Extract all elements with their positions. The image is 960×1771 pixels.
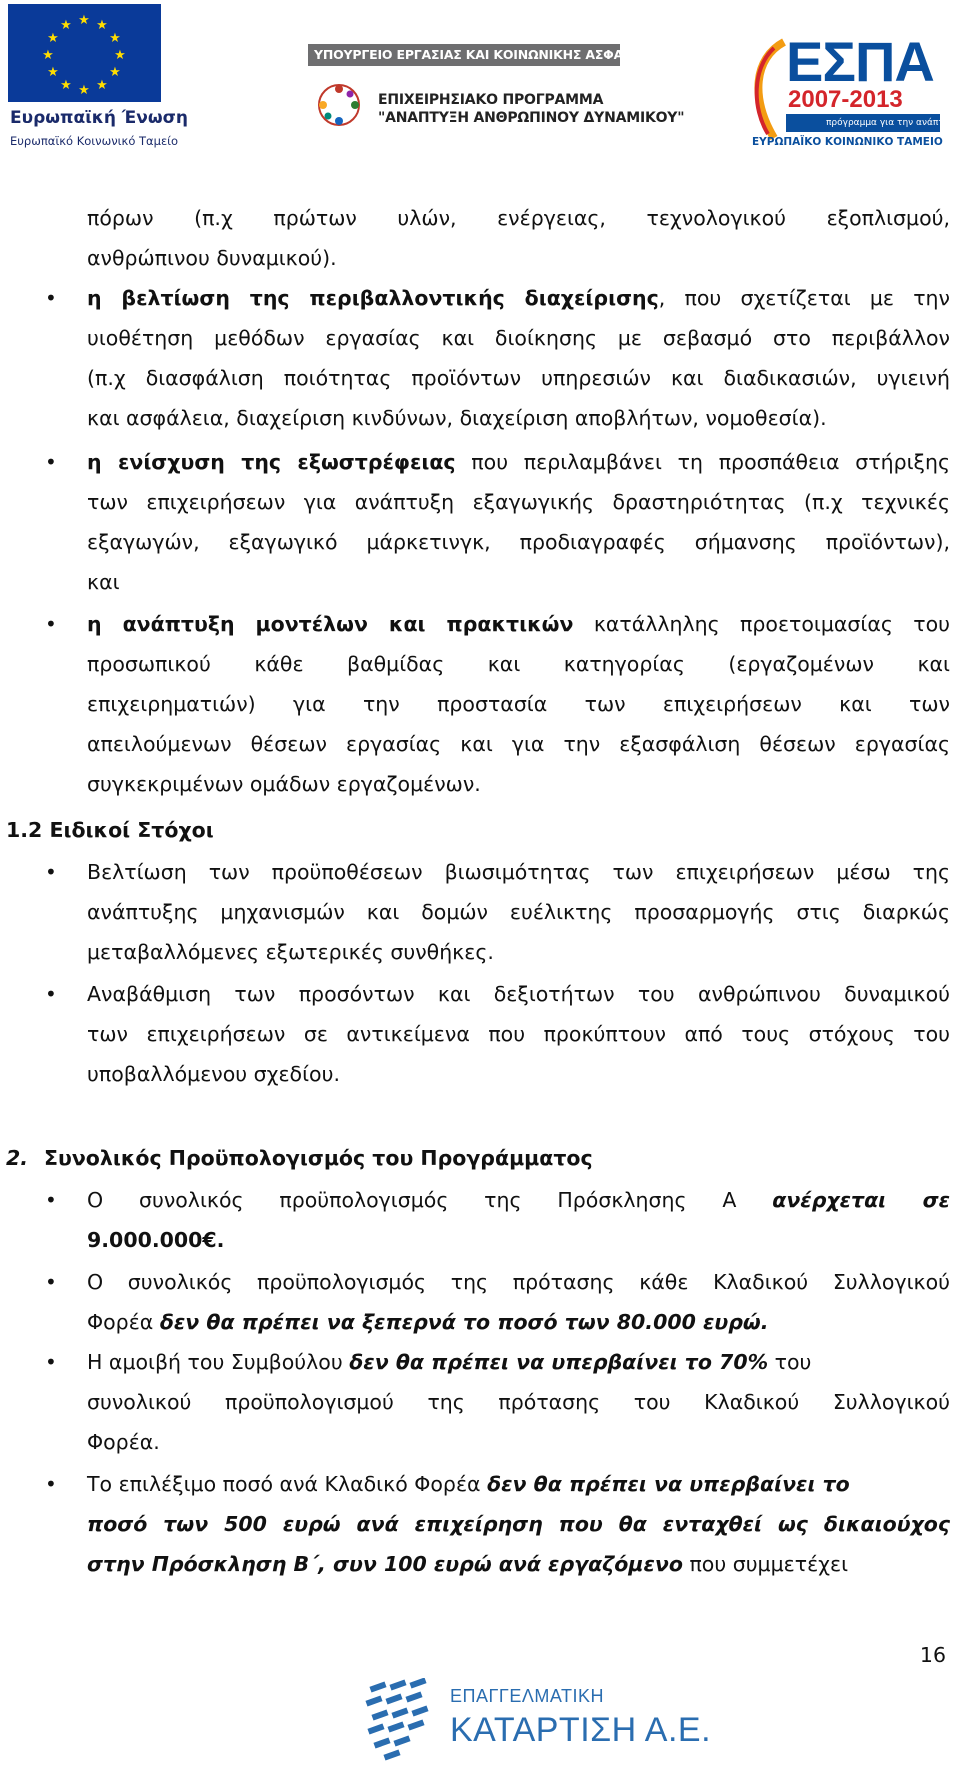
svg-text:★: ★ xyxy=(109,31,121,46)
bullet-icon: • xyxy=(45,1270,57,1294)
svg-text:★: ★ xyxy=(96,18,108,33)
budget-3-line-3: Φορέα. xyxy=(87,1430,160,1454)
bullet-icon: • xyxy=(45,860,57,884)
bullet-export-line-2: των επιχειρήσεων για ανάπτυξη εξαγωγικής δραστηριότητας (π.χ τεχνικές xyxy=(87,490,950,514)
objective-2-line-1: Αναβάθμιση των προσόντων και δεξιοτήτων του ανθρώπινου δυναμικού xyxy=(87,982,950,1006)
page-number: 16 xyxy=(919,1643,946,1667)
bullet-models-line-5: συγκεκριμένων ομάδων εργαζομένων. xyxy=(87,772,481,796)
espa-logo xyxy=(744,30,960,150)
objective-1-line-1: Βελτίωση των προϋποθέσεων βιωσιμότητας των επιχειρήσεων μέσω της xyxy=(87,860,950,884)
section-heading-2: Συνολικός Προϋπολογισμός του Προγράμματος xyxy=(44,1146,593,1170)
ministry-name: ΥΠΟΥΡΓΕΙΟ ΕΡΓΑΣΙΑΣ ΚΑΙ ΚΟΙΝΩΝΙΚΗΣ ΑΣΦΑΛΙΣΗΣ xyxy=(308,44,620,66)
bullet-models-line-4: απειλούμενων θέσεων εργασίας και για την εξασφάλιση θέσεων εργασίας xyxy=(87,732,950,756)
svg-text:★: ★ xyxy=(47,65,59,80)
intro-line-1: πόρων (π.χ πρώτων υλών, ενέργειας, τεχνολογικού εξοπλισμού, xyxy=(87,206,950,230)
eu-logo-fund: Ευρωπαϊκό Κοινωνικό Ταμείο xyxy=(10,134,179,148)
eu-logo-name: Ευρωπαϊκή Ένωση xyxy=(10,108,188,128)
footer-logo-line2: ΚΑΤΑΡΤΙΣΗ Α.Ε. xyxy=(450,1711,712,1749)
svg-text:★: ★ xyxy=(60,78,72,93)
bullet-icon: • xyxy=(45,1188,57,1212)
bullet-icon: • xyxy=(45,982,57,1006)
svg-text:★: ★ xyxy=(78,83,90,98)
program-name-line1: ΕΠΙΧΕΙΡΗΣΙΑΚΟ ΠΡΟΓΡΑΜΜΑ xyxy=(378,92,604,108)
espa-caption: ΕΥΡΩΠΑΪΚΟ ΚΟΙΝΩΝΙΚΟ ΤΑΜΕΙΟ xyxy=(752,136,943,148)
section-heading-1-2: 1.2 Ειδικοί Στόχοι xyxy=(6,818,214,842)
bullet-export-line-3: εξαγωγών, εξαγωγικό μάρκετινγκ, προδιαγραφές σήμανσης προϊόντων), xyxy=(87,530,950,554)
bullet-export-line-4: και xyxy=(87,570,120,594)
budget-4-line-1: Το επιλέξιμο ποσό ανά Κλαδικό Φορέα δεν θα πρέπει να υπερβαίνει το xyxy=(87,1472,850,1496)
svg-text:★: ★ xyxy=(96,78,108,93)
objective-1-line-2: ανάπτυξης μηχανισμών και δομών ευέλικτης προσαρμογής στις διαρκώς xyxy=(87,900,950,924)
svg-text:★: ★ xyxy=(109,65,121,80)
bullet-env-line-4: και ασφάλεια, διαχείριση κινδύνων, διαχείριση αποβλήτων, νομοθεσία). xyxy=(87,406,827,430)
espa-wordmark: ΕΣΠΑ xyxy=(786,30,934,93)
ministry-logo xyxy=(308,44,685,144)
svg-text:★: ★ xyxy=(78,13,90,28)
eu-logo xyxy=(8,4,188,150)
footer-mark-icon xyxy=(362,1678,438,1762)
bullet-models-line-3: επιχειρηματιών) για την προστασία των επιχειρήσεων και των xyxy=(87,692,950,716)
objective-1-line-3: μεταβαλλόμενες εξωτερικές συνθήκες. xyxy=(87,940,494,964)
budget-1-line-2: 9.000.000€. xyxy=(87,1228,225,1252)
bullet-env-line-3: (π.χ διασφάλιση ποιότητας προϊόντων υπηρεσιών και διαδικασιών, υγιεινή xyxy=(87,366,950,390)
bullet-export-line-1: η ενίσχυση της εξωστρέφειας που περιλαμβάνει τη προσπάθεια στήριξης xyxy=(87,450,950,474)
budget-3-line-2: συνολικού προϋπολογισμού της πρότασης του Κλαδικού Συλλογικού xyxy=(87,1390,950,1414)
objective-2-line-2: των επιχειρήσεων σε αντικείμενα που προκύπτουν από τους στόχους του xyxy=(87,1022,950,1046)
bullet-icon: • xyxy=(45,1472,57,1496)
intro-line-2: ανθρώπινου δυναμικού). xyxy=(87,246,337,270)
program-name-line2: "ΑΝΑΠΤΥΞΗ ΑΝΘΡΩΠΙΝΟΥ ΔΥΝΑΜΙΚΟΥ" xyxy=(378,110,685,126)
budget-2-line-1: Ο συνολικός προϋπολογισμός της πρότασης κάθε Κλαδικού Συλλογικού xyxy=(87,1270,950,1294)
espa-years: 2007-2013 xyxy=(788,86,903,113)
footer-logo-line1: ΕΠΑΓΓΕΛΜΑΤΙΚΗ xyxy=(450,1686,605,1706)
eu-flag-icon xyxy=(8,4,161,102)
budget-2-line-2: Φορέα δεν θα πρέπει να ξεπερνά το ποσό των 80.000 ευρώ. xyxy=(87,1310,769,1334)
svg-text:★: ★ xyxy=(47,31,59,46)
budget-4-line-3: στην Πρόσκληση Β΄, συν 100 ευρώ ανά εργαζόμενο που συμμετέχει xyxy=(87,1552,849,1576)
bullet-icon: • xyxy=(45,286,57,310)
espa-tagline: πρόγραμμα για την ανάπτυξη xyxy=(786,114,940,132)
budget-1-line-1: Ο συνολικός προϋπολογισμός της Πρόσκλησης Α ανέρχεται σε xyxy=(87,1188,950,1212)
svg-text:★: ★ xyxy=(60,18,72,33)
svg-text:★: ★ xyxy=(42,48,54,63)
bullet-models-line-1: η ανάπτυξη μοντέλων και πρακτικών κατάλληλης προετοιμασίας του xyxy=(87,612,950,636)
bullet-env-line-1: η βελτίωση της περιβαλλοντικής διαχείρισης, που σχετίζεται με την xyxy=(87,286,950,310)
bullet-icon: • xyxy=(45,612,57,636)
bullet-icon: • xyxy=(45,1350,57,1374)
program-emblem-icon xyxy=(314,80,364,130)
objective-2-line-3: υποβαλλόμενου σχεδίου. xyxy=(87,1062,340,1086)
bullet-models-line-2: προσωπικού κάθε βαθμίδας και κατηγορίας (εργαζομένων και xyxy=(87,652,950,676)
bullet-env-line-2: υιοθέτηση μεθόδων εργασίας και διοίκησης με σεβασμό στο περιβάλλον xyxy=(87,326,950,350)
espa-swoosh-icon xyxy=(744,38,792,148)
bullet-icon: • xyxy=(45,450,57,474)
svg-text:★: ★ xyxy=(114,48,126,63)
budget-4-line-2: ποσό των 500 ευρώ ανά επιχείρηση που θα ενταχθεί ως δικαιούχος xyxy=(87,1512,950,1536)
section-number-2: 2. xyxy=(6,1146,29,1170)
budget-3-line-1: Η αμοιβή του Συμβούλου δεν θα πρέπει να υπερβαίνει το 70% του xyxy=(87,1350,812,1374)
footer-logo xyxy=(362,1676,712,1768)
